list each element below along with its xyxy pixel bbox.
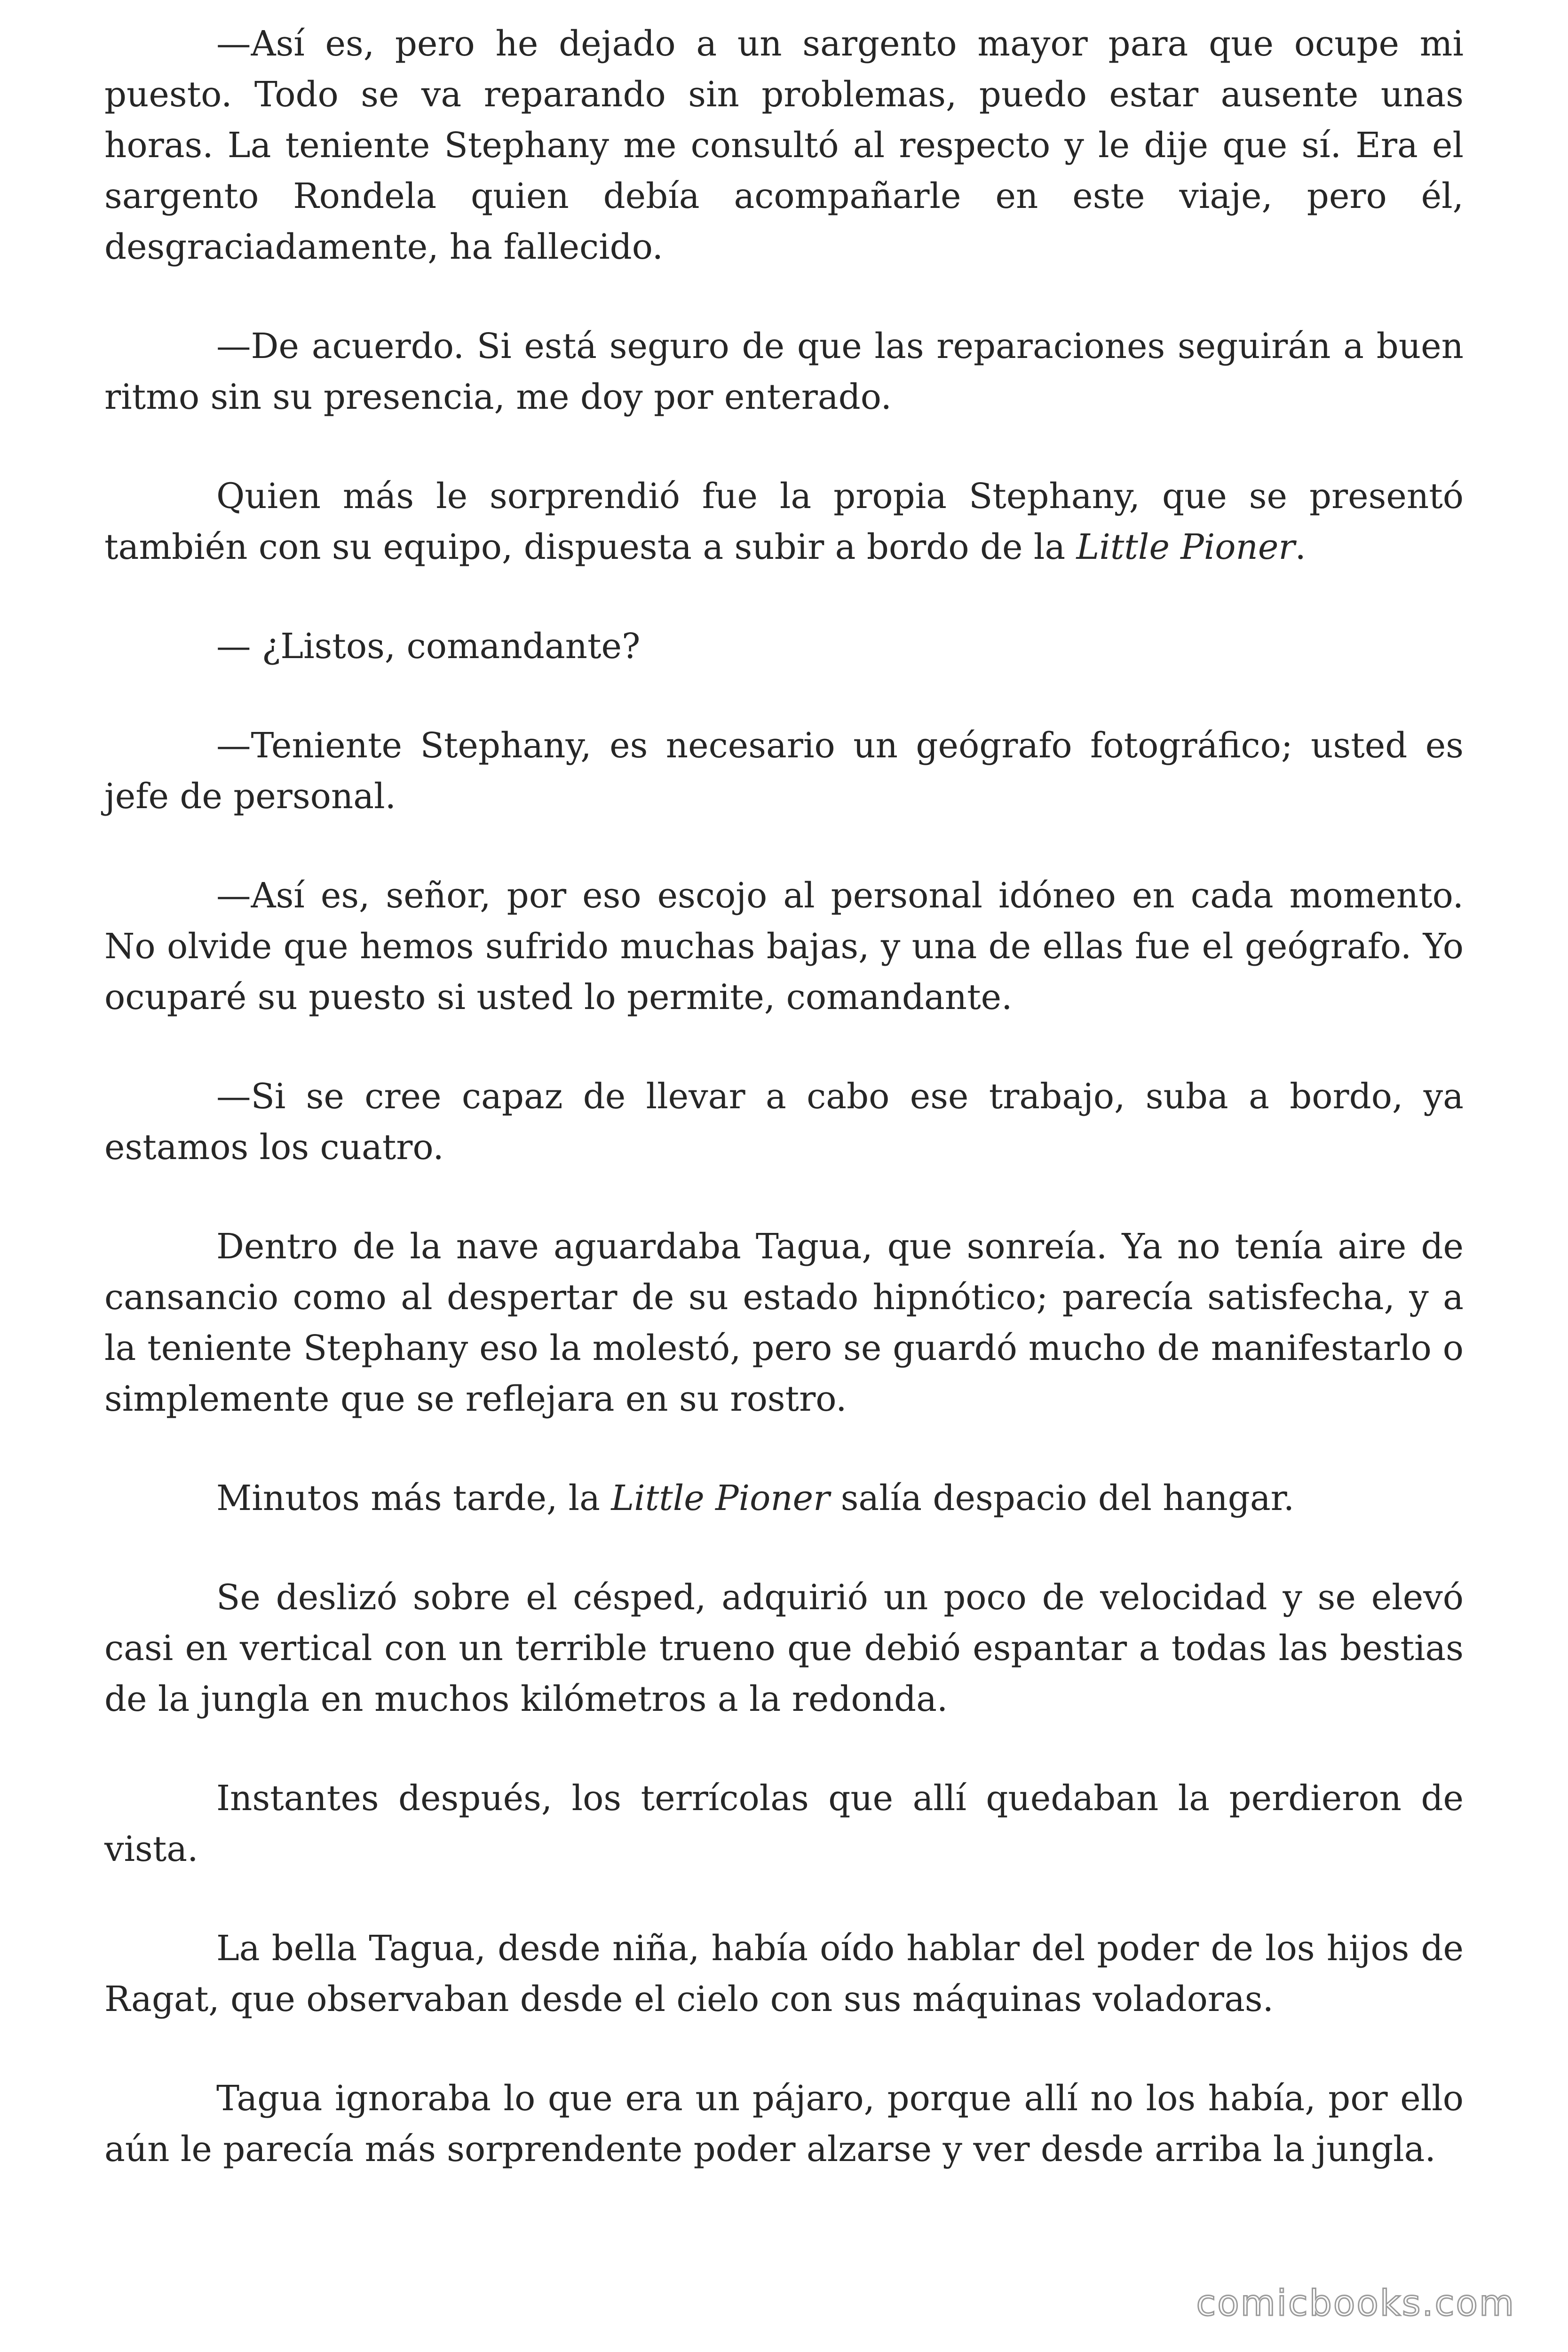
paragraph: —Así es, pero he dejado a un sargento mayor para que ocupe mi puesto. Todo se va reparando sin problemas, puedo estar ausente unas horas. La teniente Stephany me consultó al respecto y le dije que sí. Era el sargento Rondela quien debía acompañarle en este viaje, pero él, desgraciadamente, ha fallecido. [104,24,1464,267]
ship-name: Little Pioner [1076,527,1295,567]
paragraph: —Así es, señor, por eso escojo al personal idóneo en cada momento. No olvide que hemos sufrido muchas bajas, y una de ellas fue el geógrafo. Yo ocuparé su puesto si usted lo permite, comandante. [104,876,1464,1017]
paragraph: Quien más le sorprendió fue la propia Stephany, que se presentó también con su equipo, dispuesta a subir a bordo de la Little Pioner. [104,477,1464,567]
paragraph: Dentro de la nave aguardaba Tagua, que sonreía. Ya no tenía aire de cansancio como al despertar de su estado hipnótico; parecía satisfecha, y a la teniente Stephany eso la molestó, pero se guardó mucho de manifestarlo o simplemente que se reflejara en su rostro. [104,1227,1464,1419]
paragraph: —Teniente Stephany, es necesario un geógrafo fotográfico; usted es jefe de personal. [104,726,1464,817]
ship-name: Little Pioner [611,1478,830,1518]
paragraph: Minutos más tarde, la Little Pioner salía despacio del hangar. [216,1478,1295,1518]
watermark: comicbooks.com [1196,2282,1515,2324]
paragraph: Tagua ignoraba lo que era un pájaro, porque allí no los había, por ello aún le parecía más sorprendente poder alzarse y ver desde arriba la jungla. [104,2079,1464,2169]
paragraph: —Si se cree capaz de llevar a cabo ese trabajo, suba a bordo, ya estamos los cuatro. [104,1077,1464,1168]
paragraph: — ¿Listos, comandante? [216,627,641,667]
page-body [104,19,1464,2175]
paragraph: Instantes después, los terrícolas que allí quedaban la perdieron de vista. [104,1779,1464,1869]
paragraph: —De acuerdo. Si está seguro de que las reparaciones seguirán a buen ritmo sin su presencia, me doy por enterado. [104,326,1464,417]
paragraph: Se deslizó sobre el césped, adquirió un poco de velocidad y se elevó casi en vertical con un terrible trueno que debió espantar a todas las bestias de la jungla en muchos kilómetros a la redonda. [104,1578,1464,1719]
paragraph: La bella Tagua, desde niña, había oído hablar del poder de los hijos de Ragat, que observaban desde el cielo con sus máquinas voladoras. [104,1929,1464,2019]
